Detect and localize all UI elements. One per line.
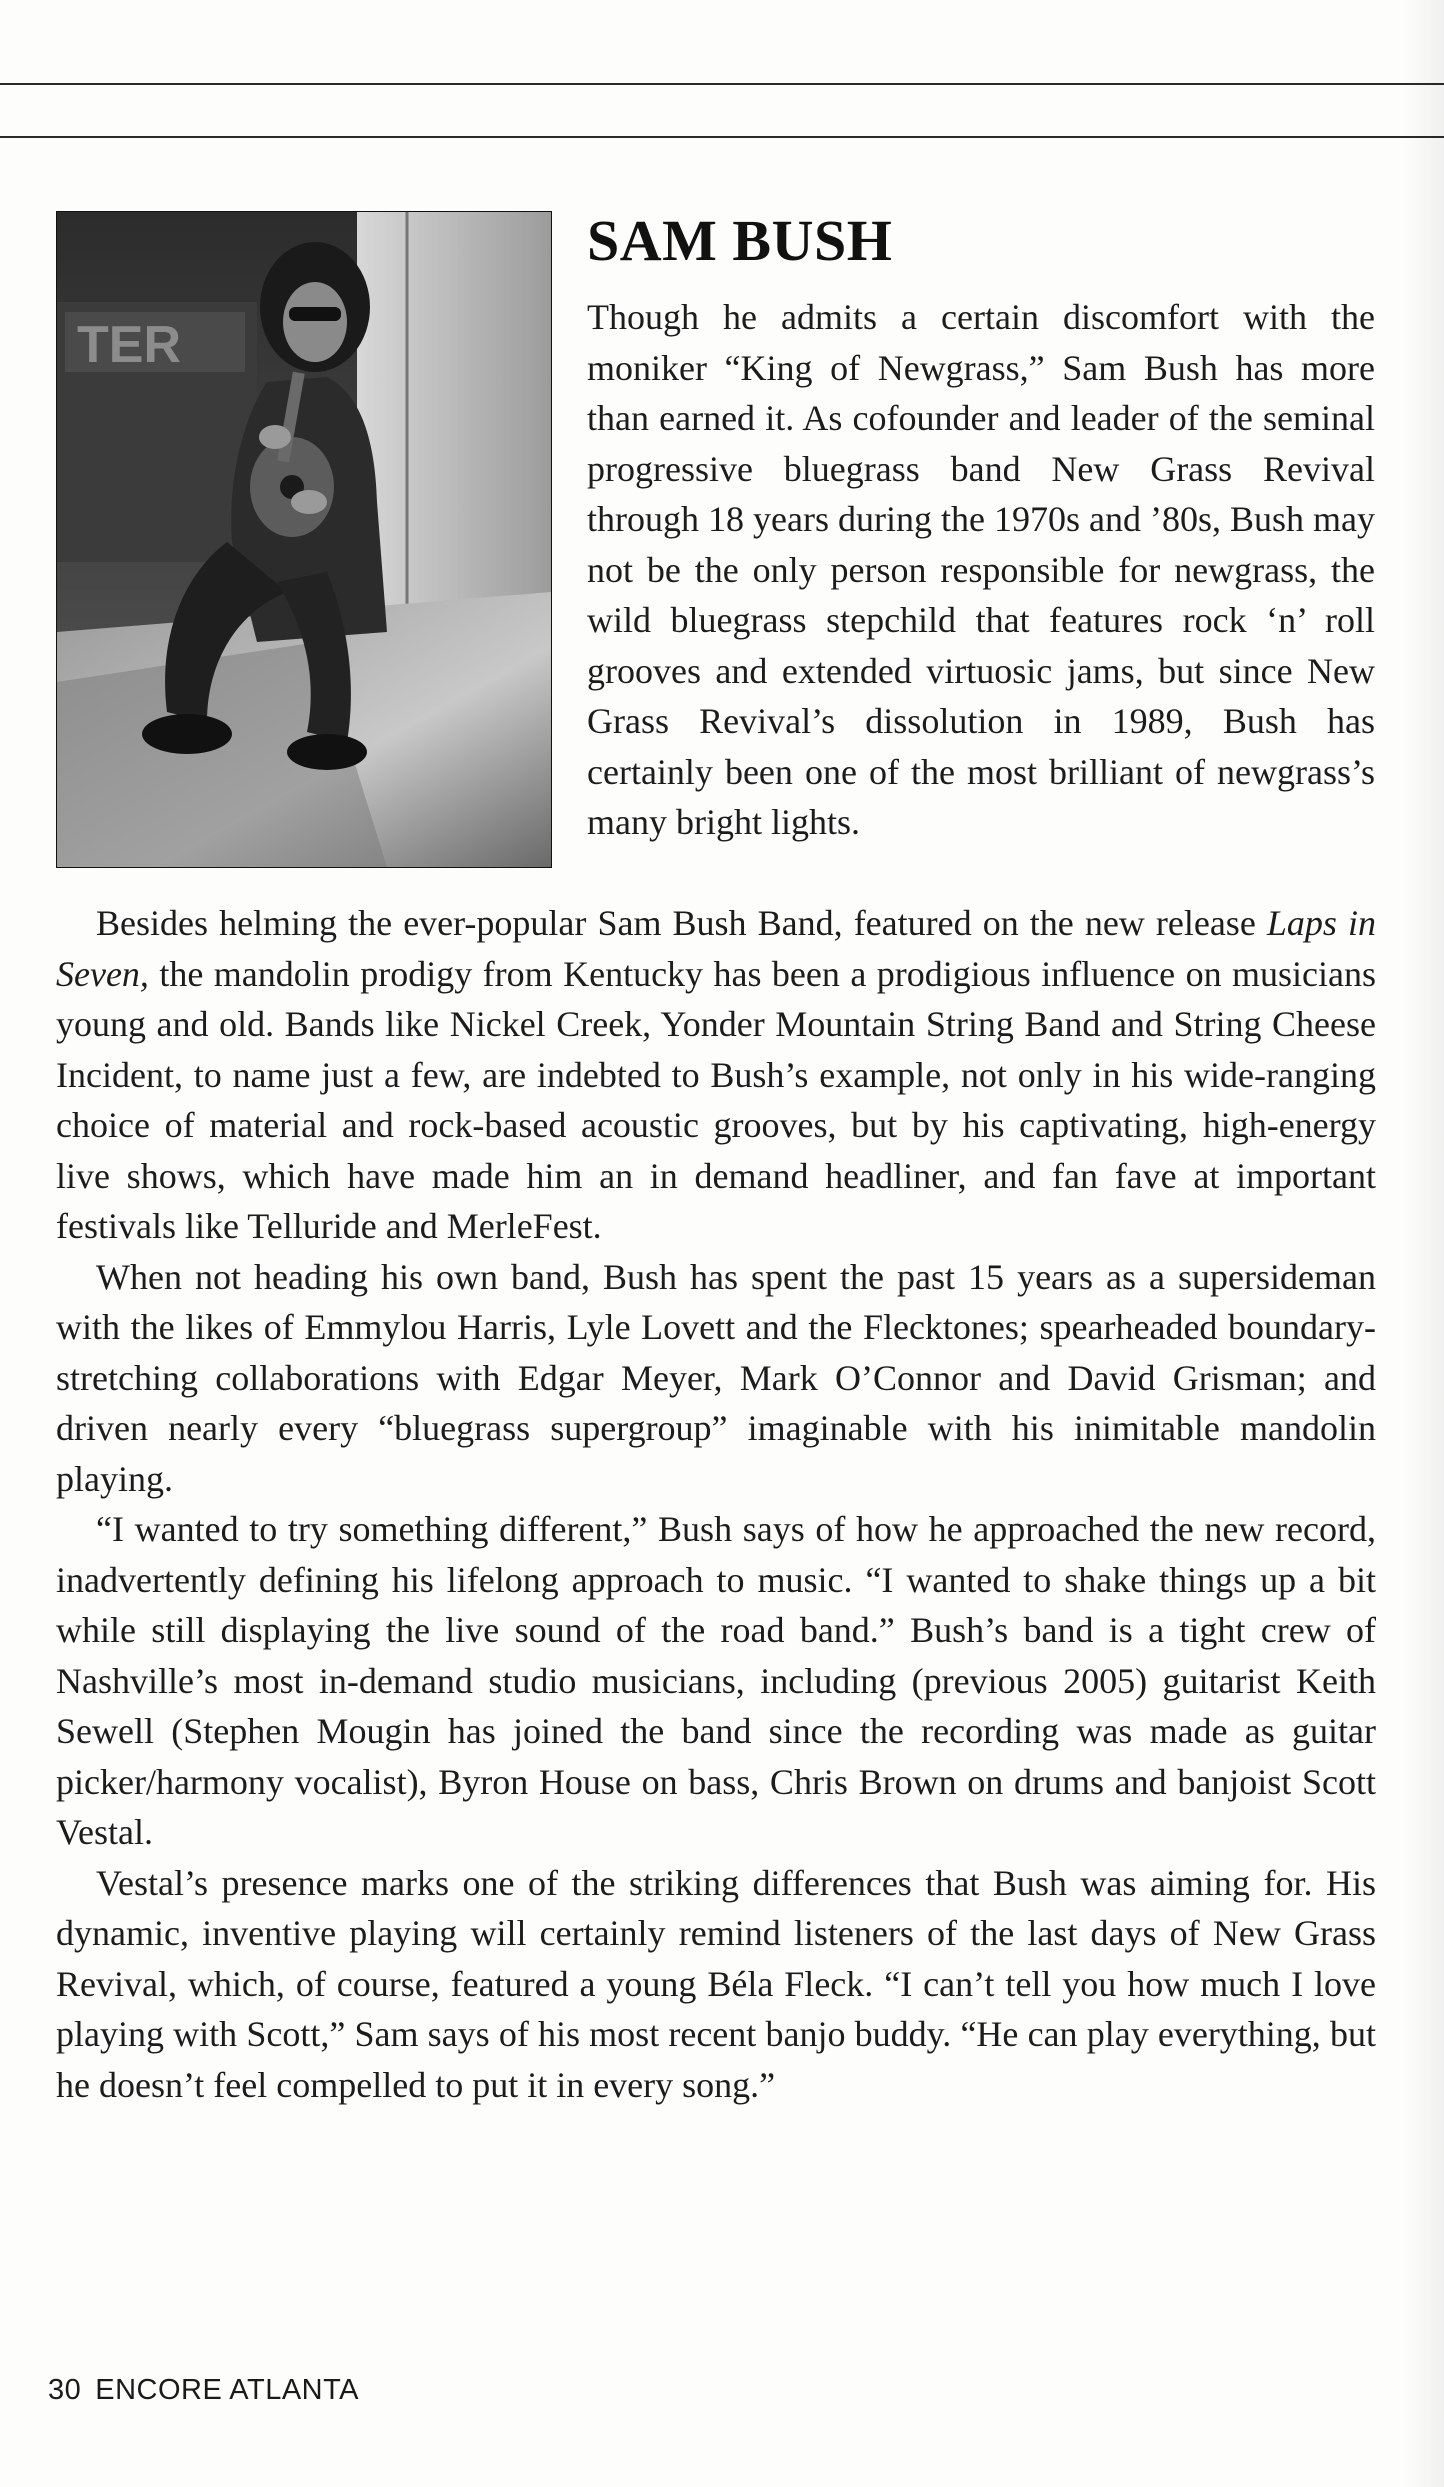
top-rule (0, 83, 1444, 85)
paragraph-2-text-after: the mandolin prodigy from Kentucky has been a prodigious influence on musicians young and old. Bands like Nickel Creek, Yonder Mountain String Band and String Cheese Incident, to name just a few, are indebted to Bush’s example, not only in his wide-ranging choice of material and rock-based acoustic grooves, but by his captivating, high-energy live shows, which have made him an in demand headliner, and fan fave at important festivals like Telluride and MerleFest. (56, 953, 1376, 1246)
header-rule (0, 136, 1444, 138)
sign-lettering: TER (77, 316, 181, 374)
page-number: 30 (48, 2374, 82, 2406)
paragraph-3: When not heading his own band, Bush has spent the past 15 years as a supersideman with the likes of Emmylou Harris, Lyle Lovett and the Flecktones; spearheaded boundary-stretching collaborations with Edgar Meyer, Mark O’Connor and David Grisman; and driven nearly every “bluegrass supergroup” imaginable with his inimitable mandolin playing. (56, 1256, 1376, 1499)
paragraph-2 (56, 898, 1376, 1252)
paragraph-5: Vestal’s presence marks one of the striking differences that Bush was aiming for. His dynamic, inventive playing will certainly remind listeners of the last days of New Grass Revival, which, of course, featured a young Béla Fleck. “I can’t tell you how much I love playing with Scott,” Sam says of his most recent banjo buddy. “He can play everything, but he doesn’t feel compelled to put it in every song.” (56, 1862, 1376, 2105)
intro-paragraph: Though he admits a certain discomfort with the moniker “King of Newgrass,” Sam Bush has more than earned it. As cofounder and leader of the seminal progressive bluegrass band New Grass Revival through 18 years during the 1970s and ’80s, Bush may not be the only person responsible for newgrass, the wild bluegrass stepchild that features rock ‘n’ roll grooves and extended virtuosic jams, but since New Grass Revival’s dissolution in 1989, Bush has certainly been one of the most brilliant of newgrass’s many bright lights. (587, 297, 1375, 842)
paragraph-2-text-before: Besides helming the ever-popular Sam Bush Band, featured on the new release (96, 903, 1267, 943)
publication-name: ENCORE ATLANTA (95, 2374, 360, 2406)
paragraph-4: “I wanted to try something different,” Bush says of how he approached the new record, inadvertently defining his lifelong approach to music. “I wanted to shake things up a bit while still displaying the live sound of the road band.” Bush’s band is a tight crew of Nashville’s most in-demand studio musicians, including (previous 2005) guitarist Keith Sewell (Stephen Mougin has joined the band since the recording was made as guitar picker/harmony vocalist), Byron House on bass, Chris Brown on drums and banjoist Scott Vestal. (56, 1509, 1376, 1852)
musician-photo-illustration (57, 212, 551, 867)
musician-photo (56, 211, 552, 868)
article-body (56, 898, 1376, 2110)
article-headline: SAM BUSH (587, 208, 893, 273)
album-title: Laps in Seven, (56, 903, 1376, 994)
page-footer (48, 2374, 373, 2407)
page-gutter-shadow (1404, 0, 1444, 2487)
